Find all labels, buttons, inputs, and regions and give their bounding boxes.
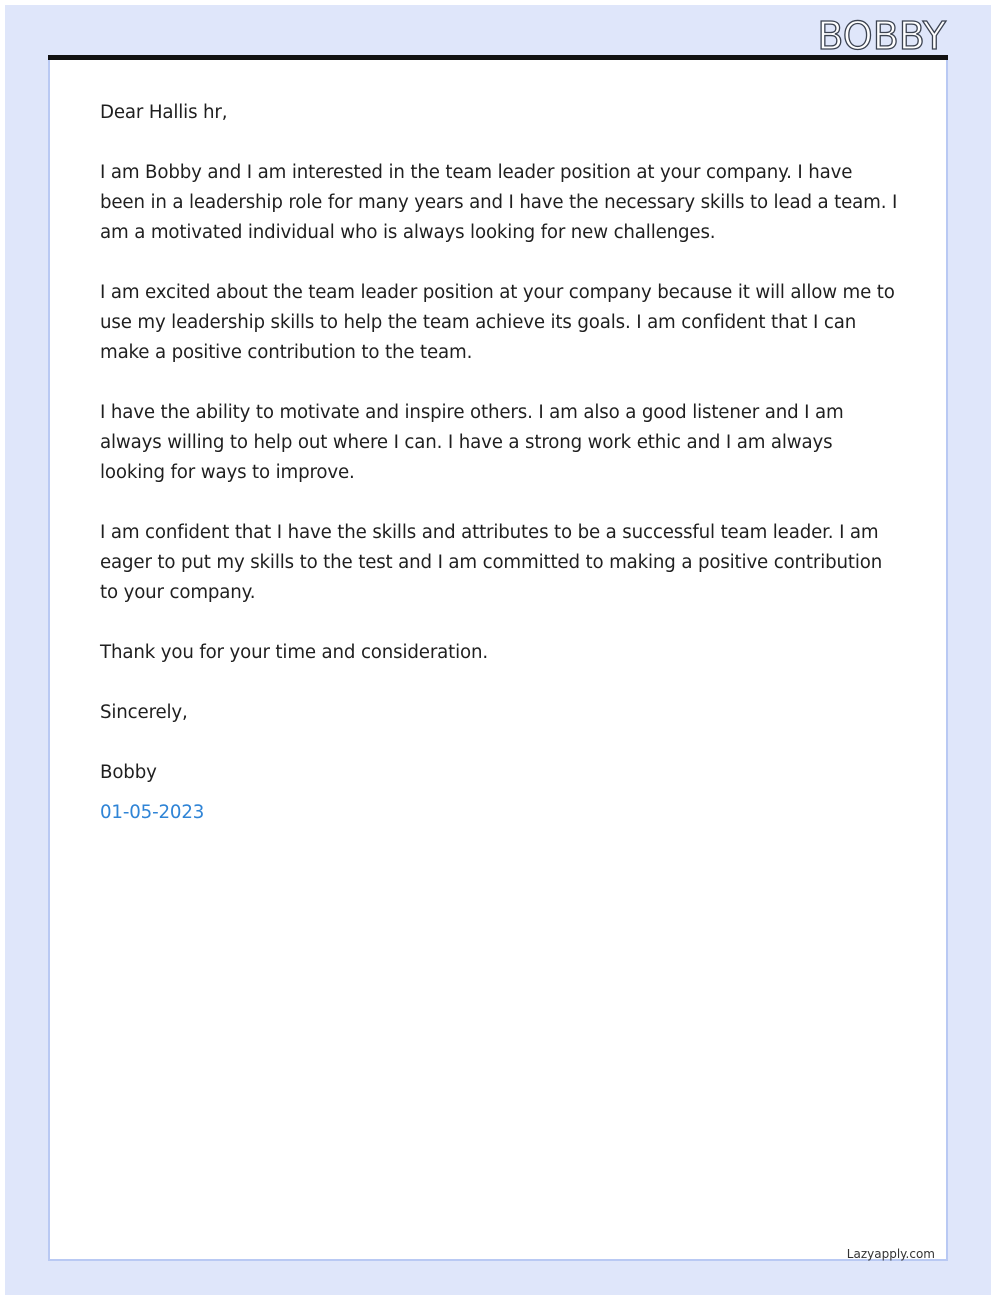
paragraph-2: I am excited about the team leader position at your company because it will allow me to use my leadership skills to help the team achieve its goals. I am confident that I can make a positive contribution to the team. [100,282,895,363]
header-rule [48,55,948,60]
header-name: BOBBY [817,14,946,58]
signature: Bobby [100,762,157,783]
paragraph-3: I have the ability to motivate and inspire others. I am also a good listener and I am always willing to help out where I can. I have a strong work ethic and I am always looking for ways to improve. [100,402,844,483]
letter-date: 01-05-2023 [100,802,205,823]
salutation: Dear Hallis hr, [100,102,228,123]
paragraph-1: I am Bobby and I am interested in the team leader position at your company. I have been in a leadership role for many years and I have the necessary skills to lead a team. I am a motivated individual who is always looking for new challenges. [100,162,898,243]
paragraph-4: I am confident that I have the skills and attributes to be a successful team leader. I am eager to put my skills to the test and I am committed to making a positive contribution to your company. [100,522,883,603]
closing: Sincerely, [100,702,188,723]
watermark: Lazyapply.com [846,1247,935,1261]
letter-body [100,98,900,858]
thanks-line: Thank you for your time and consideration. [100,642,489,663]
